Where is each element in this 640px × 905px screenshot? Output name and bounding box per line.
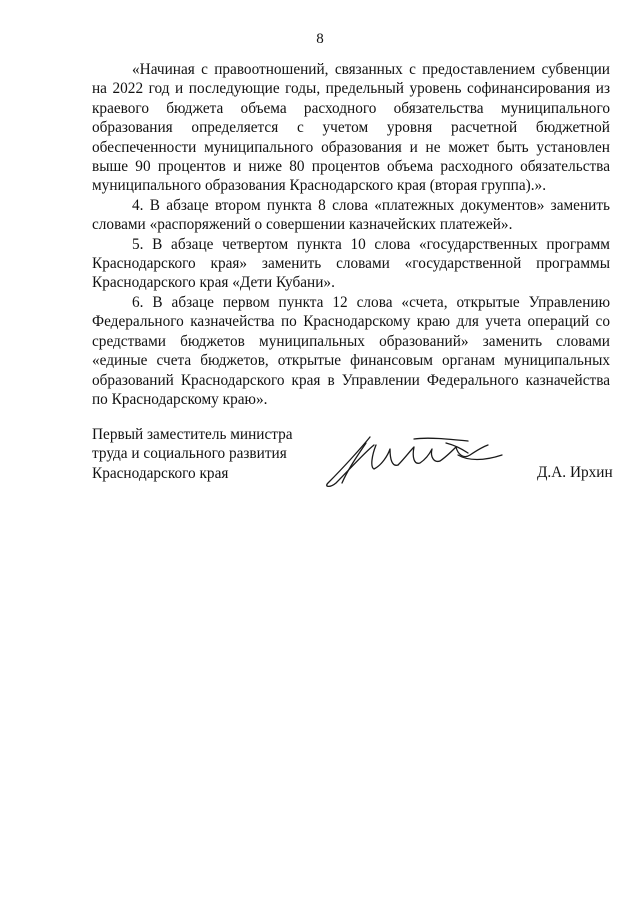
paragraph-item-6: 6. В абзаце первом пункта 12 слова «счета, открытые Управлению Федерального казначейства по Краснодарскому краю для учета операций со средствами бюджетов муниципальных образований» заменить словами «единые счета бюджетов, открытые финансовым органам муниципальных образований Краснодарского края в Управлении Федерального казначейства по Краснодарскому краю». bbox=[92, 293, 610, 408]
page-number: 8 bbox=[316, 31, 324, 47]
signature-stroke-4 bbox=[398, 447, 440, 465]
paragraph-subvention-level: «Начиная с правоотношений, связанных с предоставлением субвенции на 2022 год и последующие годы, предельный уровень софинансирования из краевого бюджета объема расходного обязательства муниципального образования определяется с учетом уровня расчетной бюджетной обеспеченности муниципального образования и не может быть установлен выше 90 процентов и ниже 80 процентов объема расходного обязательства муниципального образования Краснодарского края (вторая группа).». bbox=[92, 61, 610, 195]
paragraph-item-4: 4. В абзаце втором пункта 8 слова «платежных документов» заменить словами «распоряжений о совершении казначейских платежей». bbox=[92, 196, 610, 234]
handwritten-signature bbox=[318, 425, 508, 495]
paragraph-item-5: 5. В абзаце четвертом пункта 10 слова «государственных программ Краснодарского края» заменить словами «государственной программы Краснодарского края «Дети Кубани». bbox=[92, 235, 610, 292]
signature-drawing bbox=[318, 425, 508, 495]
signature-stroke-3 bbox=[372, 445, 398, 469]
signature-stroke-7 bbox=[458, 455, 502, 460]
document-body bbox=[92, 60, 610, 409]
signer-position bbox=[92, 425, 322, 483]
signature-stroke-5 bbox=[440, 445, 488, 461]
signer-position-line-3: Краснодарского края bbox=[92, 464, 229, 482]
signer-name: Д.А. Ирхин bbox=[537, 464, 613, 481]
signature-stroke-2 bbox=[342, 443, 366, 483]
signature-stroke-1 bbox=[327, 437, 374, 486]
signer-position-line-1: Первый заместитель министра bbox=[92, 426, 293, 443]
signer-position-line-2: труда и социального развития bbox=[92, 445, 287, 463]
signature-stroke-6 bbox=[414, 438, 468, 441]
